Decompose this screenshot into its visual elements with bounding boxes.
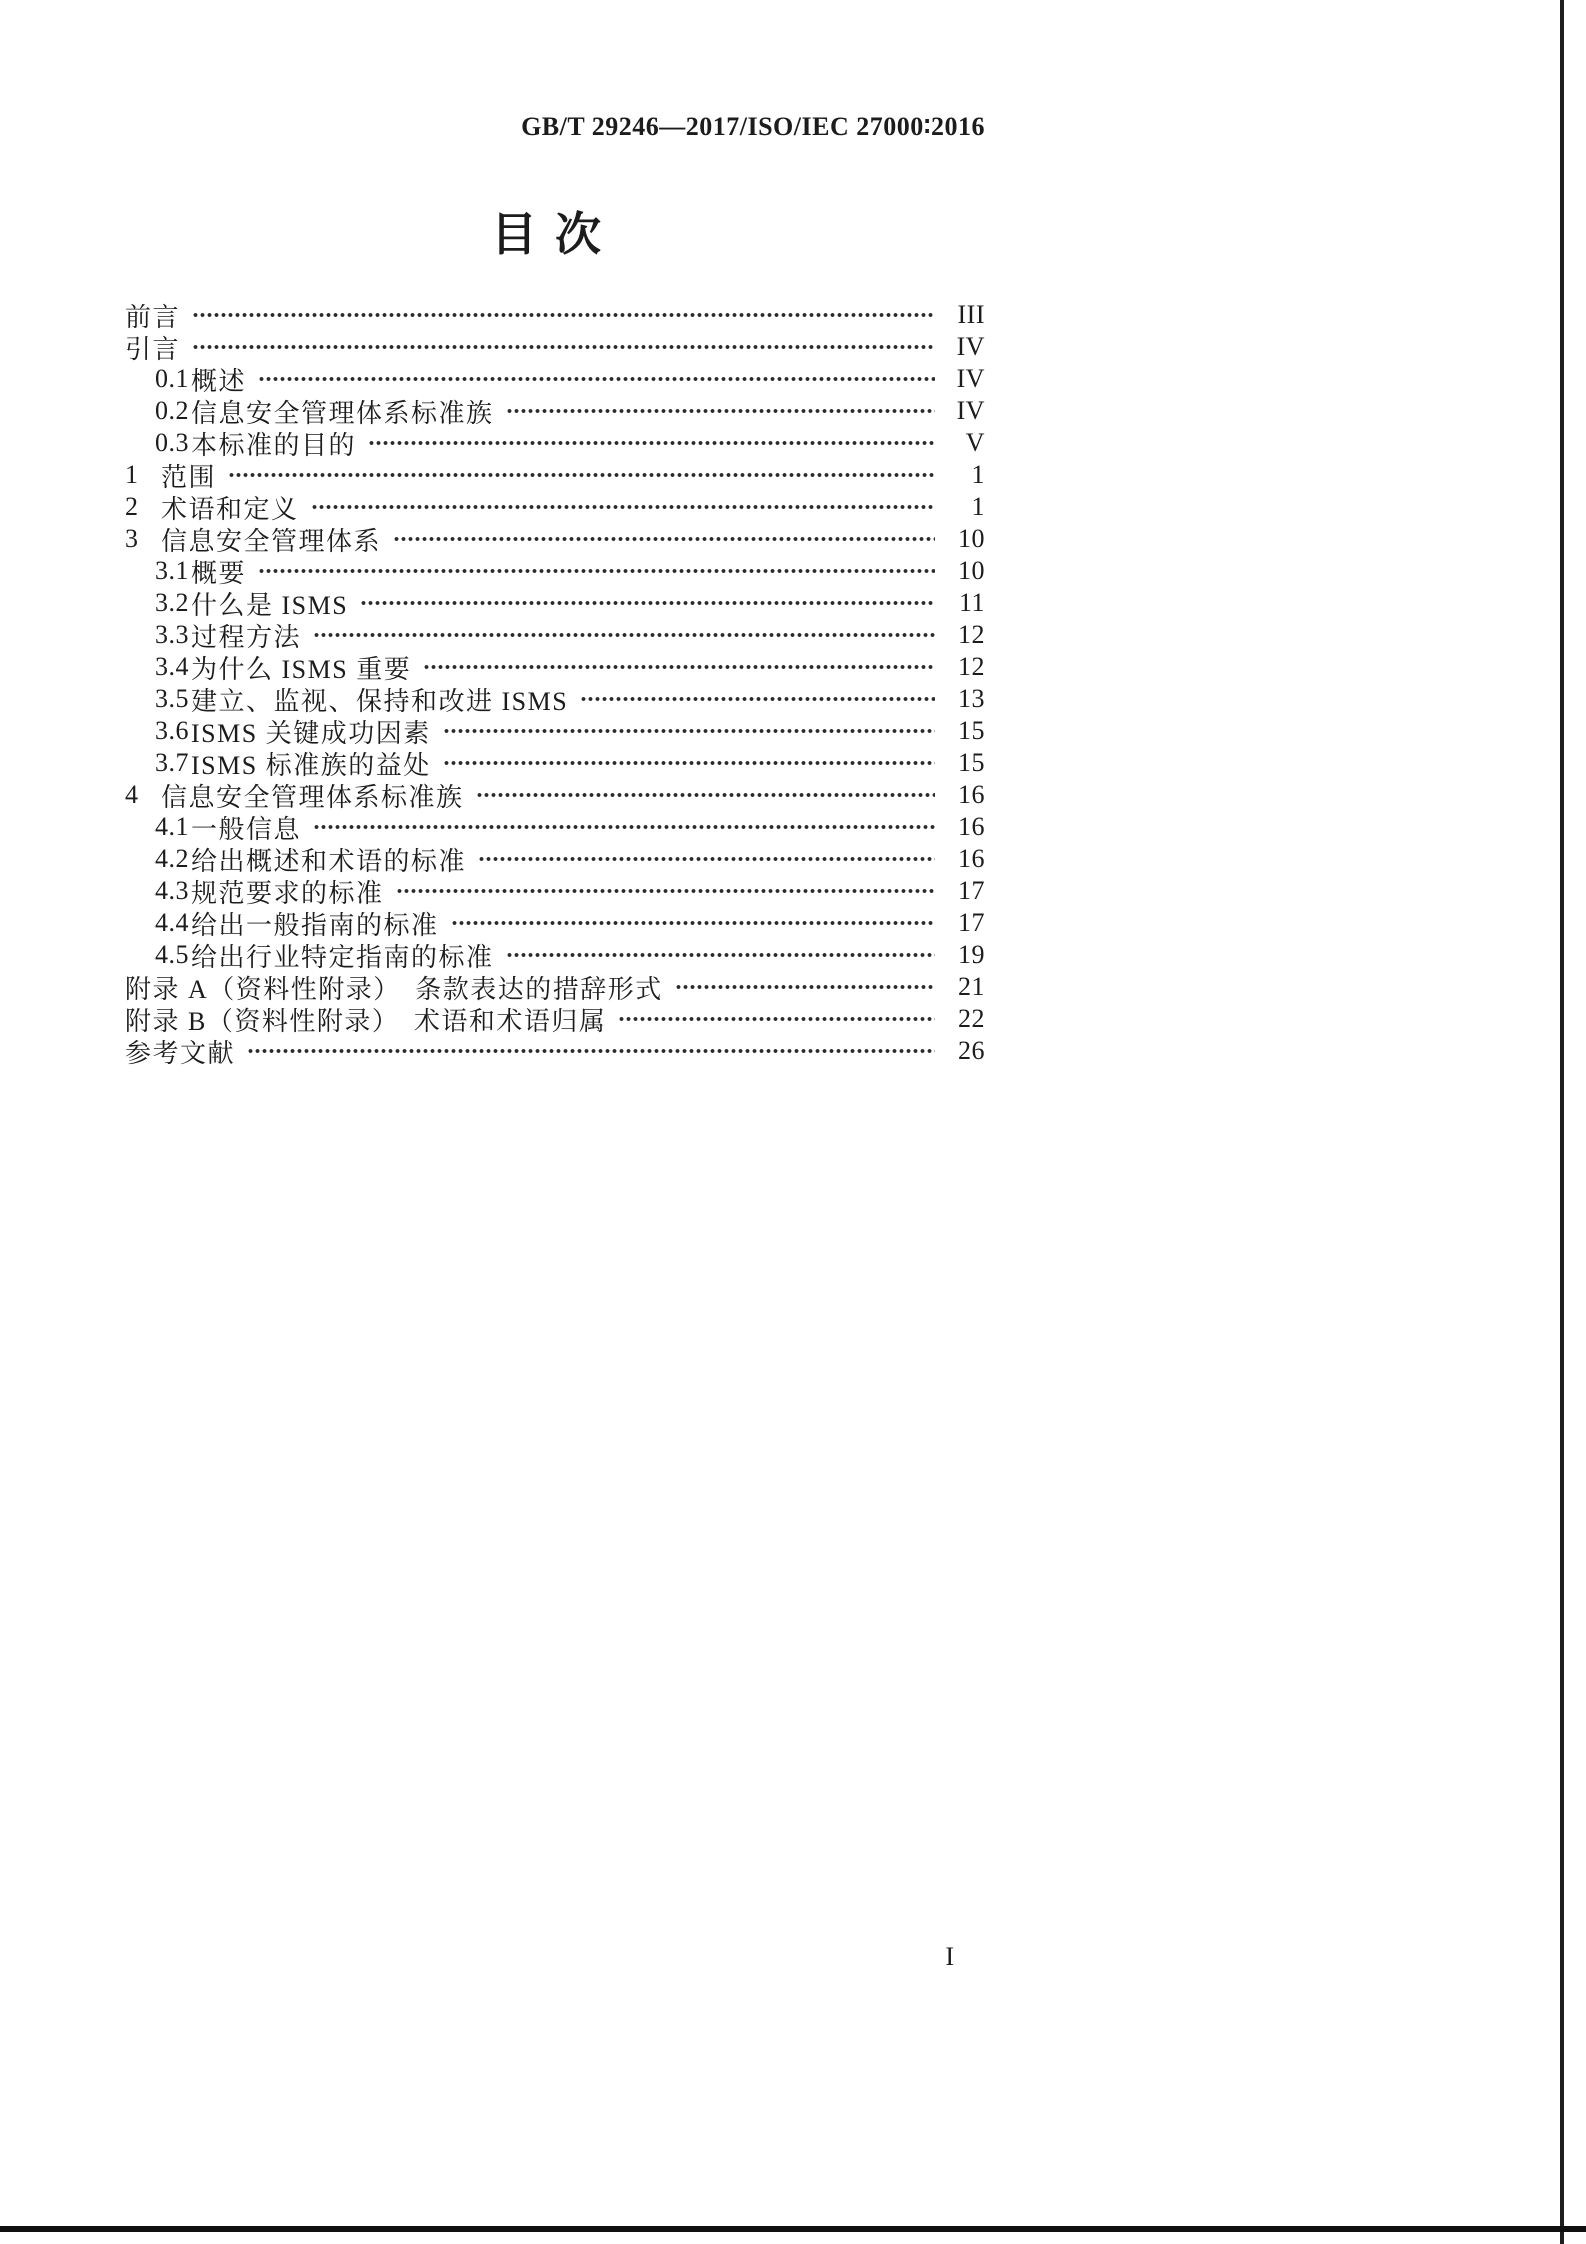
toc-entry-label: 前言 [125, 302, 181, 332]
toc-entry-label: 概要 [191, 558, 247, 588]
toc-entry-page: III [957, 300, 985, 329]
toc-entry [125, 331, 985, 363]
toc-dot-leader [368, 431, 935, 455]
toc-entry-label: 什么是 ISMS [191, 590, 349, 620]
toc-entry-label: 一般信息 [191, 814, 302, 844]
toc-entry [125, 459, 985, 491]
toc-entry-page: 1 [971, 492, 985, 521]
toc-dot-leader [228, 463, 935, 487]
toc-dot-leader [360, 591, 935, 615]
toc-entry-page: IV [956, 364, 985, 393]
toc-entry-number: 4.1 [155, 812, 189, 841]
toc-entry-label: 附录 B（资料性附录） 术语和术语归属 [125, 1006, 607, 1036]
toc-entry [125, 299, 985, 331]
toc-entry-number: 0.2 [155, 396, 189, 425]
page-title: 目次 [491, 209, 619, 260]
toc-entry-number: 3.7 [155, 748, 189, 777]
toc-entry-label: 范围 [161, 462, 217, 492]
toc-entry-number: 3.5 [155, 684, 189, 713]
toc-entry [155, 875, 985, 907]
toc-entry-page: IV [956, 396, 985, 425]
toc-entry-page: 10 [958, 524, 985, 553]
toc-entry-number: 4.3 [155, 876, 189, 905]
toc-entry-label: 本标准的目的 [191, 430, 357, 460]
toc-entry [155, 363, 985, 395]
toc-entry-page: 15 [958, 716, 985, 745]
toc-entry-number: 4 [125, 780, 139, 809]
toc-entry [155, 427, 985, 459]
toc-entry [155, 619, 985, 651]
toc-dot-leader [313, 815, 935, 839]
toc-dot-leader [192, 303, 935, 327]
toc-entry-page: 26 [958, 1036, 985, 1065]
toc-entry-label: 规范要求的标准 [191, 878, 384, 908]
toc-entry-label: ISMS 标准族的益处 [191, 750, 431, 780]
toc-entry [155, 587, 985, 619]
toc-dot-leader [443, 719, 935, 743]
toc-entry-label: 引言 [125, 334, 181, 364]
toc-entry-number: 2 [125, 492, 139, 521]
toc-dot-leader [443, 751, 935, 775]
toc-dot-leader [393, 527, 935, 551]
toc-entry-page: 12 [958, 652, 985, 681]
toc-entry-number: 3.1 [155, 556, 189, 585]
toc-entry-label: 信息安全管理体系标准族 [161, 782, 464, 812]
toc-entry-page: 11 [958, 588, 985, 617]
toc-entry-page: 10 [958, 556, 985, 585]
toc-entry [155, 715, 985, 747]
toc-entry [155, 843, 985, 875]
toc-entry-label: 给出行业特定指南的标准 [191, 942, 494, 972]
page-content [125, 0, 985, 2244]
toc-dot-leader [478, 847, 935, 871]
toc-entry-page: 21 [958, 972, 985, 1001]
toc-entry-page: IV [956, 332, 985, 361]
toc-entry [125, 779, 985, 811]
toc-entry-page: 22 [958, 1004, 985, 1033]
table-of-contents [125, 299, 985, 1067]
toc-dot-leader [451, 911, 935, 935]
toc-entry [155, 683, 985, 715]
toc-dot-leader [506, 943, 935, 967]
toc-entry-number: 3 [125, 524, 139, 553]
toc-entry-label: 信息安全管理体系 [161, 526, 382, 556]
toc-entry-number: 3.6 [155, 716, 189, 745]
toc-entry [125, 1035, 985, 1067]
toc-entry-page: 13 [958, 684, 985, 713]
toc-dot-leader [476, 783, 935, 807]
toc-entry-label: 建立、监视、保持和改进 ISMS [191, 686, 569, 716]
toc-entry-label: 为什么 ISMS 重要 [191, 654, 412, 684]
toc-entry [125, 523, 985, 555]
scan-edge-right [1560, 0, 1564, 2244]
toc-dot-leader [258, 367, 935, 391]
toc-dot-leader [506, 399, 935, 423]
toc-dot-leader [311, 495, 935, 519]
toc-dot-leader [423, 655, 935, 679]
toc-entry-number: 0.1 [155, 364, 189, 393]
toc-entry-label: 概述 [191, 366, 247, 396]
toc-entry [125, 1003, 985, 1035]
toc-entry-page: 17 [958, 908, 985, 937]
toc-dot-leader [396, 879, 935, 903]
toc-entry-page: 19 [958, 940, 985, 969]
toc-entry-page: 16 [958, 844, 985, 873]
toc-entry [125, 971, 985, 1003]
toc-entry-number: 3.4 [155, 652, 189, 681]
toc-entry-label: 过程方法 [191, 622, 302, 652]
toc-entry [155, 907, 985, 939]
toc-dot-leader [247, 1039, 935, 1063]
toc-entry-page: 12 [958, 620, 985, 649]
toc-entry-number: 3.2 [155, 588, 189, 617]
toc-dot-leader [258, 559, 935, 583]
toc-entry-number: 4.2 [155, 844, 189, 873]
toc-dot-leader [580, 687, 935, 711]
scan-edge-bottom [0, 2226, 1586, 2232]
toc-entry-page: 16 [958, 780, 985, 809]
toc-entry-number: 3.3 [155, 620, 189, 649]
toc-entry [155, 811, 985, 843]
toc-entry-page: 15 [958, 748, 985, 777]
toc-entry [155, 555, 985, 587]
toc-entry-label: 给出概述和术语的标准 [191, 846, 467, 876]
toc-dot-leader [675, 975, 935, 999]
toc-entry-page: 17 [958, 876, 985, 905]
toc-entry [155, 651, 985, 683]
toc-entry-label: 附录 A（资料性附录） 条款表达的措辞形式 [125, 974, 663, 1004]
toc-entry-page: 1 [971, 460, 985, 489]
toc-entry-label: 参考文献 [125, 1038, 236, 1068]
toc-entry-number: 4.4 [155, 908, 189, 937]
footer-page-number: I [945, 1942, 955, 1971]
toc-dot-leader [192, 335, 935, 359]
toc-entry-label: 术语和定义 [161, 494, 299, 524]
toc-entry [125, 491, 985, 523]
toc-dot-leader [313, 623, 935, 647]
toc-entry [155, 939, 985, 971]
toc-entry-number: 4.5 [155, 940, 189, 969]
toc-entry-label: ISMS 关键成功因素 [191, 718, 431, 748]
toc-entry-page: 16 [958, 812, 985, 841]
toc-dot-leader [618, 1007, 935, 1031]
toc-entry [155, 747, 985, 779]
toc-entry-label: 给出一般指南的标准 [191, 910, 439, 940]
document-designation-header: GB/T 29246—2017/ISO/IEC 27000∶2016 [521, 112, 985, 141]
toc-entry [155, 395, 985, 427]
toc-entry-label: 信息安全管理体系标准族 [191, 398, 494, 428]
toc-entry-number: 0.3 [155, 428, 189, 457]
toc-entry-page: V [965, 428, 985, 457]
toc-entry-number: 1 [125, 460, 139, 489]
